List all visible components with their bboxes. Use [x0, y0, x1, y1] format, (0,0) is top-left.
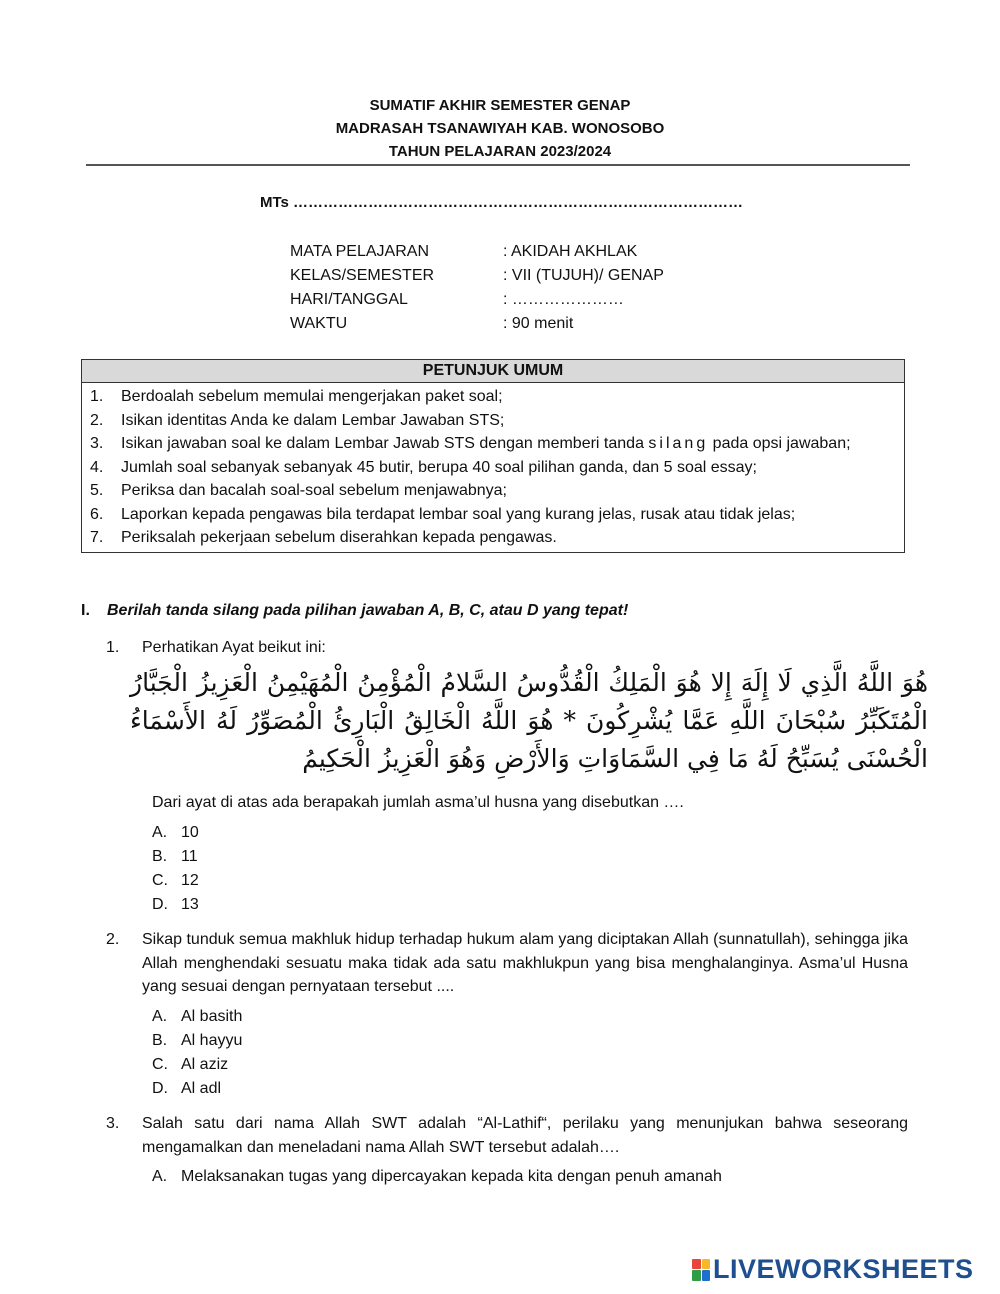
instruction-item [90, 503, 896, 527]
option-letter: A. [152, 823, 168, 841]
option-d[interactable] [152, 893, 908, 917]
option-text: Al hayyu [181, 1031, 243, 1049]
instruction-text: Berdoalah sebelum memulai mengerjakan paket soal; [121, 388, 503, 405]
instruction-number: 3. [90, 435, 104, 452]
info-value: : ………………… [503, 291, 624, 308]
question-1-body [106, 791, 908, 917]
liveworksheets-logo [692, 1254, 974, 1285]
instruction-item [90, 456, 896, 480]
instruction-text: Periksa dan bacalah soal-soal sebelum menjawabnya; [121, 482, 507, 499]
instruction-item [90, 409, 896, 433]
instruction-number: 5. [90, 482, 104, 499]
option-text: Melaksanakan tugas yang dipercayakan kepada kita dengan penuh amanah [181, 1168, 722, 1185]
header-year: TAHUN PELAJARAN 2023/2024 [388, 143, 612, 160]
logo-tile [692, 1259, 701, 1270]
question-number: 3. [106, 1115, 120, 1132]
question-intro: Perhatikan Ayat beikut ini: [142, 639, 326, 656]
document-header [0, 94, 1000, 163]
option-letter: B. [152, 847, 168, 865]
info-key: HARI/TANGGAL [290, 291, 408, 308]
info-row-date [290, 288, 664, 312]
header-divider [86, 164, 910, 166]
instruction-number: 7. [90, 529, 104, 546]
option-letter: D. [152, 895, 168, 913]
instruction-number: 1. [90, 388, 104, 405]
option-letter: B. [152, 1031, 168, 1049]
option-text: 11 [181, 847, 198, 865]
info-key: MATA PELAJARAN [290, 243, 429, 260]
answer-options [152, 1165, 908, 1189]
instructions-list [82, 383, 904, 552]
logo-text: LIVEWORKSHEETS [713, 1254, 974, 1284]
option-letter: A. [152, 1007, 168, 1025]
option-b[interactable] [152, 1029, 908, 1053]
instruction-text: Periksalah pekerjaan sebelum diserahkan kepada pengawas. [121, 529, 557, 546]
instruction-number: 2. [90, 411, 104, 429]
info-value: : VII (TUJUH)/ GENAP [503, 267, 664, 284]
option-letter: D. [152, 1079, 168, 1097]
header-title: SUMATIF AKHIR SEMESTER GENAP [369, 97, 631, 114]
logo-tile [702, 1270, 711, 1281]
info-row-subject [290, 240, 664, 264]
instruction-text: Jumlah soal sebanyak sebanyak 45 butir, berupa 40 soal pilihan ganda, dan 5 soal essay; [121, 458, 757, 476]
option-a[interactable] [152, 821, 908, 845]
info-key: KELAS/SEMESTER [290, 267, 435, 284]
question-number: 2. [106, 931, 120, 948]
info-key: WAKTU [290, 315, 348, 332]
general-instructions-box [81, 359, 905, 553]
instruction-item [90, 526, 896, 550]
instruction-text-part: pada opsi jawaban; [708, 435, 851, 452]
option-text: 10 [181, 823, 199, 841]
option-letter: C. [152, 871, 168, 889]
info-value: : 90 menit [503, 315, 574, 332]
instruction-text [121, 432, 896, 456]
option-text: 12 [181, 871, 199, 889]
option-a[interactable] [152, 1005, 908, 1029]
exam-info [290, 240, 664, 336]
question-3 [106, 1112, 908, 1189]
option-b[interactable] [152, 845, 908, 869]
option-c[interactable] [152, 869, 908, 893]
instructions-title: PETUNJUK UMUM [82, 360, 904, 383]
question-text: Sikap tunduk semua makhluk hidup terhadap hukum alam yang diciptakan Allah (sunnatullah), sehingga jika Allah menghendaki sesuatu maka tidak ada satu makhlukpun yang bisa menghalanginya. Asma’ul Husna yang sesuai dengan pernyataan tersebut .... [142, 931, 908, 995]
question-1 [106, 636, 908, 660]
option-text: 13 [181, 895, 199, 913]
question-text: Dari ayat di atas ada berapakah jumlah asma’ul husna yang disebutkan …. [152, 794, 684, 811]
header-school: MADRASAH TSANAWIYAH KAB. WONOSOBO [335, 120, 665, 137]
option-c[interactable] [152, 1053, 908, 1077]
question-2 [106, 928, 908, 1101]
instruction-emphasis: silang [648, 435, 709, 452]
info-value: : AKIDAH AKHLAK [503, 243, 638, 260]
logo-tile [702, 1259, 711, 1270]
option-letter: A. [152, 1168, 168, 1185]
instruction-text-part: Isikan jawaban soal ke dalam Lembar Jawab STS dengan memberi tanda [121, 435, 649, 452]
answer-options [152, 821, 908, 917]
option-d[interactable] [152, 1077, 908, 1101]
info-row-time [290, 312, 664, 336]
option-a[interactable] [152, 1165, 908, 1189]
question-number: 1. [106, 639, 120, 656]
instruction-item [90, 432, 896, 456]
section-instruction: Berilah tanda silang pada pilihan jawaban A, B, C, atau D yang tepat! [107, 602, 629, 619]
option-letter: C. [152, 1055, 168, 1073]
option-text: Al aziz [181, 1055, 229, 1073]
instruction-number: 6. [90, 505, 104, 523]
instruction-item [90, 385, 896, 409]
question-text: Salah satu dari nama Allah SWT adalah “Al-Lathif“, perilaku yang menunjukan bahwa seseorang mengamalkan dan meneladani nama Allah SWT tersebut adalah…. [142, 1115, 908, 1156]
info-row-class [290, 264, 664, 288]
instruction-text: Isikan identitas Anda ke dalam Lembar Jawaban STS; [121, 411, 505, 429]
answer-options [152, 1005, 908, 1101]
instruction-number: 4. [90, 458, 104, 476]
arabic-verse: هُوَ اللَّهُ الَّذِي لَا إِلَهَ إِلا هُوَ الْمَلِكُ الْقُدُّوسُ السَّلامُ الْمُؤْمِنُ الْمُهَيْمِنُ الْعَزِيزُ الْجَبَّارُ الْمُتَكَبِّرُ سُبْحَانَ اللَّهِ عَمَّا يُشْرِكُونَ * هُوَ اللَّهُ الْخَالِقُ الْبَارِئُ الْمُصَوِّرُ لَهُ الأَسْمَاءُ الْحُسْنَى يُسَبِّحُ لَهُ مَا فِي السَّمَاوَاتِ وَالأَرْضِ وَهُوَ الْعَزِيزُ الْحَكِيمُ [130, 668, 928, 773]
option-text: Al basith [181, 1007, 243, 1025]
logo-tile [692, 1270, 701, 1281]
option-text: Al adl [181, 1079, 222, 1097]
school-name-field: MTs ……………………………………………………………………………… [260, 194, 744, 211]
instruction-text: Laporkan kepada pengawas bila terdapat lembar soal yang kurang jelas, rusak atau tidak jelas; [121, 505, 796, 523]
section-number: I. [81, 602, 90, 619]
instruction-item [90, 479, 896, 503]
section-heading [81, 602, 628, 620]
logo-icon [692, 1259, 710, 1281]
